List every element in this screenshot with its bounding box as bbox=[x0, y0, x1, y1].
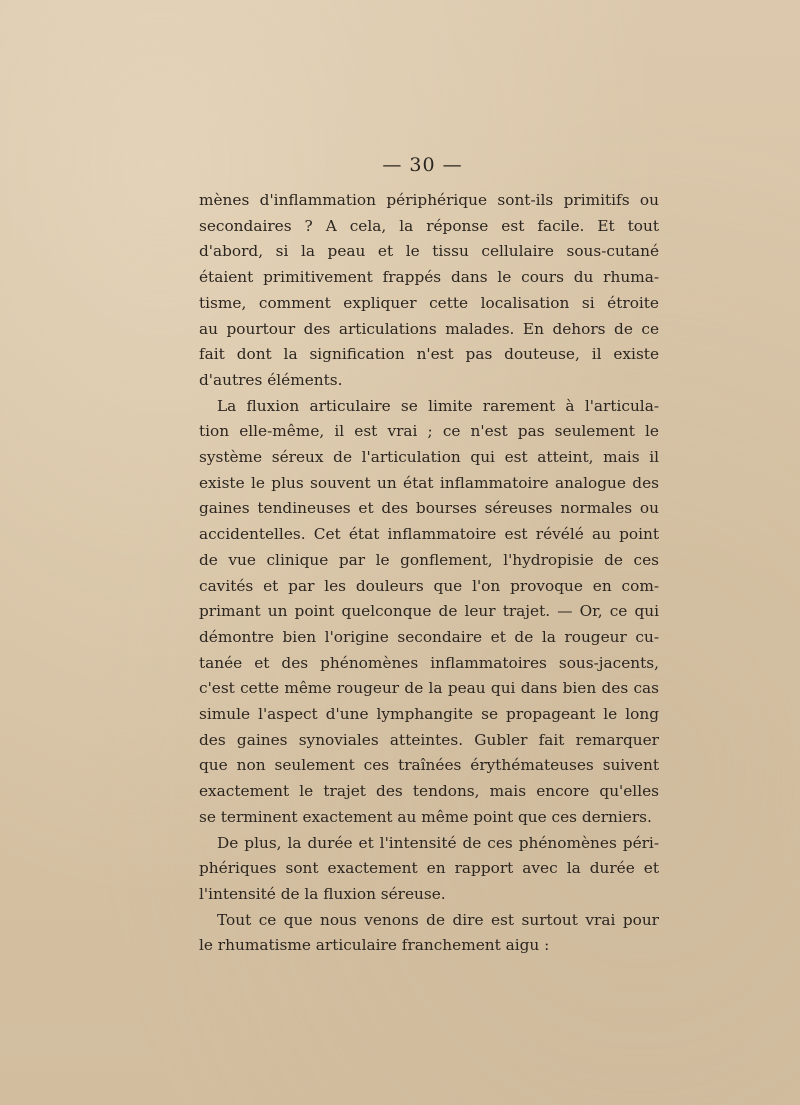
text-line: étaient primitivement frappés dans le cours du rhuma- bbox=[199, 268, 659, 287]
text-line: mènes d'inflammation périphérique sont-ils primitifs ou bbox=[199, 191, 659, 209]
text-line: tanée et des phénomènes inflammatoires sous-jacents, bbox=[199, 653, 659, 672]
text-line: phériques sont exactement en rapport avec la durée et bbox=[199, 859, 659, 878]
text-line: d'abord, si la peau et le tissu cellulaire sous-cutané bbox=[199, 242, 659, 261]
text-line: l'intensité de la fluxion séreuse. bbox=[199, 884, 446, 903]
text-line: système séreux de l'articulation qui est atteint, mais il bbox=[199, 448, 659, 467]
text-line: gaines tendineuses et des bourses séreuses normales ou bbox=[199, 499, 659, 518]
text-line: Tout ce que nous venons de dire est surtout vrai pour bbox=[217, 910, 659, 929]
text-line: tisme, comment expliquer cette localisation si étroite bbox=[199, 293, 659, 312]
text-line: fait dont la signification n'est pas douteuse, il existe bbox=[199, 345, 659, 364]
text-line: au pourtour des articulations malades. En dehors de ce bbox=[199, 319, 659, 338]
text-line: De plus, la durée et l'intensité de ces phénomènes péri- bbox=[217, 833, 659, 852]
text-line: primant un point quelconque de leur trajet. — Or, ce qui bbox=[199, 602, 659, 621]
text-line: c'est cette même rougeur de la peau qui dans bien des cas bbox=[199, 679, 659, 698]
text-line: accidentelles. Cet état inflammatoire est révélé au point bbox=[199, 525, 659, 544]
text-line: démontre bien l'origine secondaire et de la rougeur cu- bbox=[199, 627, 659, 646]
text-line: tion elle-même, il est vrai ; ce n'est pas seulement le bbox=[199, 422, 659, 441]
text-line: cavités et par les douleurs que l'on provoque en com- bbox=[199, 576, 659, 595]
text-line: que non seulement ces traînées érythémateuses suivent bbox=[199, 756, 659, 775]
text-line: se terminent exactement au même point que ces derniers. bbox=[199, 807, 652, 826]
text-line: des gaines synoviales atteintes. Gubler fait remarquer bbox=[199, 730, 659, 749]
text-line: existe le plus souvent un état inflammatoire analogue des bbox=[199, 473, 659, 492]
text-line: le rhumatisme articulaire franchement aigu : bbox=[199, 936, 550, 955]
page-number: — 30 — bbox=[382, 154, 463, 176]
text-line: exactement le trajet des tendons, mais encore qu'elles bbox=[199, 782, 659, 801]
text-line: secondaires ? A cela, la réponse est facile. Et tout bbox=[199, 216, 659, 235]
body-text bbox=[199, 188, 659, 959]
text-line: simule l'aspect d'une lymphangite se propageant le long bbox=[199, 705, 659, 724]
text-line: La fluxion articulaire se limite rarement à l'articula- bbox=[217, 396, 659, 415]
text-line: d'autres éléments. bbox=[199, 370, 343, 389]
text-line: de vue clinique par le gonflement, l'hydropisie de ces bbox=[199, 550, 659, 569]
